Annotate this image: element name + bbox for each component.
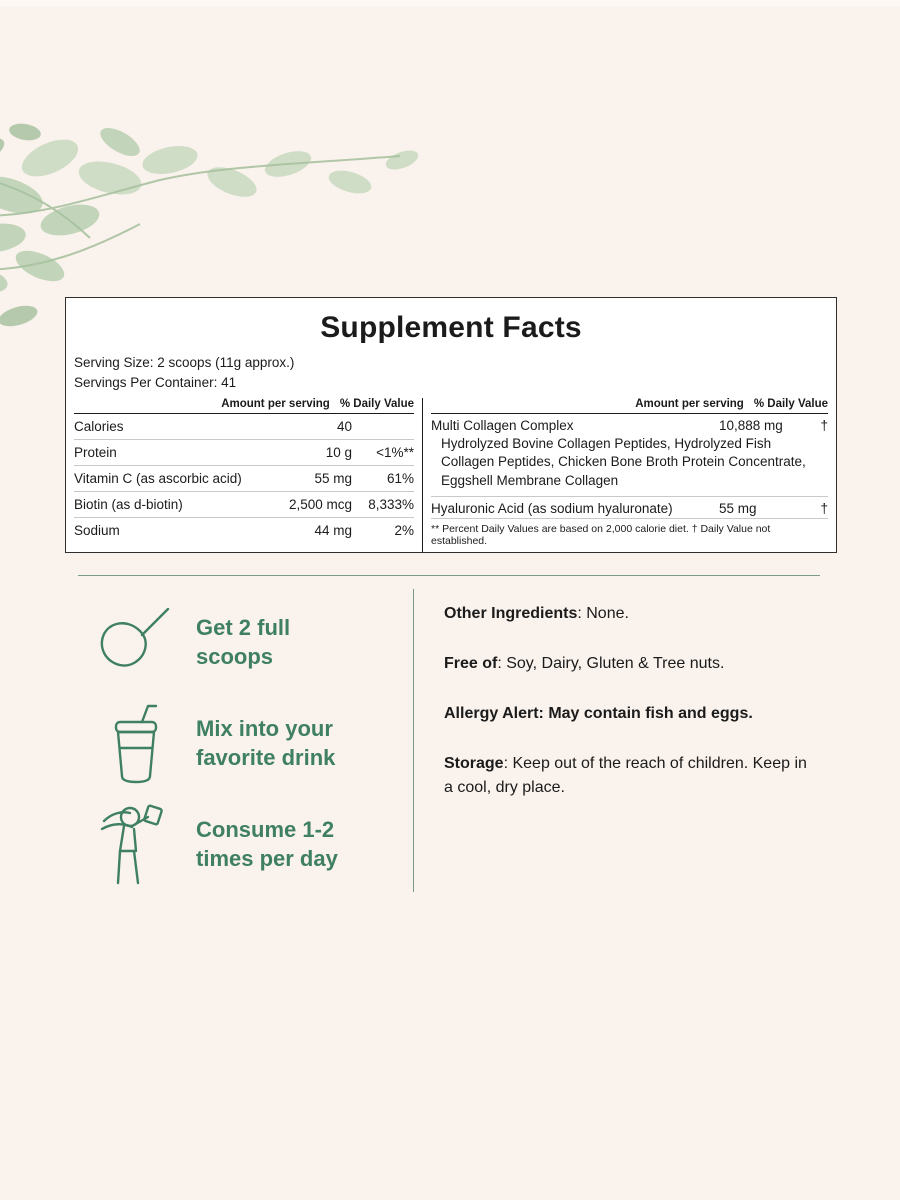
nutrient-name: Multi Collagen Complex <box>431 418 574 434</box>
nutrient-name: Calories <box>74 419 124 435</box>
allergy-alert <box>444 702 809 726</box>
column-headers-right <box>431 398 828 414</box>
step-label <box>196 816 338 872</box>
cup-icon <box>90 698 182 790</box>
other-ingredients-text: : None. <box>577 605 629 622</box>
table-row <box>431 414 828 435</box>
table-row <box>74 518 414 543</box>
step-line-1: Mix into your <box>196 716 333 742</box>
header-daily-value: % Daily Value <box>753 398 828 411</box>
storage <box>444 752 809 800</box>
list-item <box>90 794 400 895</box>
nutrient-sub-ingredients: Hydrolyzed Bovine Collagen Peptides, Hydrolyzed Fish Collagen Peptides, Chicken Bone Broth Protein Concentrate, Eggshell Membrane Collagen <box>431 435 828 497</box>
nutrient-name: Vitamin C (as ascorbic acid) <box>74 471 242 487</box>
servings-per-container: Servings Per Container: 41 <box>74 374 237 390</box>
header-daily-value: % Daily Value <box>339 398 414 411</box>
nutrient-dv: 8,333% <box>368 497 414 513</box>
nutrients-column-left <box>66 398 423 552</box>
table-row <box>74 492 414 518</box>
table-row <box>74 466 414 492</box>
supplement-facts-title: Supplement Facts <box>320 311 582 344</box>
storage-text: : Keep out of the reach of children. Keep in a cool, dry place. <box>444 755 807 796</box>
step-line-2: times per day <box>196 845 338 871</box>
nutrient-dv: † <box>820 500 828 516</box>
nutrient-name: Hyaluronic Acid (as sodium hyaluronate) <box>431 500 673 516</box>
step-line-2: favorite drink <box>196 744 336 770</box>
step-label <box>196 715 335 771</box>
supplement-facts-columns <box>66 398 836 552</box>
nutrients-column-right <box>423 398 836 552</box>
allergy-alert-label: Allergy Alert: May contain fish and eggs. <box>444 705 753 722</box>
other-ingredients <box>444 602 809 626</box>
nutrient-amount: 2,500 mcg <box>288 497 352 513</box>
nutrient-amount: 10,888 mg <box>719 418 783 434</box>
list-item <box>90 592 400 693</box>
nutrient-name: Protein <box>74 445 117 461</box>
free-of-label: Free of <box>444 655 498 672</box>
column-headers-left <box>74 398 414 414</box>
header-amount-per-serving: Amount per serving <box>221 398 330 411</box>
header-amount-per-serving: Amount per serving <box>635 398 744 411</box>
nutrient-dv: 2% <box>394 523 414 539</box>
nutrient-name: Biotin (as d-biotin) <box>74 497 183 513</box>
nutrient-amount: 55 mg <box>314 471 352 487</box>
nutrient-dv: <1%** <box>376 445 414 461</box>
nutrient-amount: 10 g <box>325 445 352 461</box>
supplement-facts-panel <box>65 297 837 553</box>
nutrient-dv: † <box>820 418 828 434</box>
free-of-text: : Soy, Dairy, Gluten & Tree nuts. <box>497 655 725 672</box>
daily-value-footnote: ** Percent Daily Values are based on 2,000 calorie diet. † Daily Value not established. <box>431 522 771 548</box>
vertical-divider <box>413 589 414 892</box>
storage-label: Storage <box>444 755 504 772</box>
nutrient-amount: 40 <box>336 419 352 435</box>
horizontal-divider <box>78 575 820 576</box>
serving-size: Serving Size: 2 scoops (11g approx.) <box>74 355 295 370</box>
free-of <box>444 652 809 676</box>
step-line-2: scoops <box>196 643 274 669</box>
nutrient-amount: 55 mg <box>719 500 757 516</box>
step-line-1: Get 2 full <box>196 615 291 641</box>
table-row <box>74 414 414 440</box>
step-line-1: Consume 1-2 <box>196 817 335 843</box>
list-item <box>90 693 400 794</box>
nutrient-amount: 44 mg <box>314 523 352 539</box>
nutrient-dv: 61% <box>386 471 414 487</box>
person-drinking-icon <box>90 799 182 891</box>
how-to-use-steps <box>90 592 400 895</box>
table-row <box>431 497 828 519</box>
table-row <box>74 440 414 466</box>
top-band <box>0 0 900 6</box>
step-label <box>196 614 290 670</box>
other-ingredients-label: Other Ingredients <box>444 605 578 622</box>
product-info-column <box>444 602 809 826</box>
scoop-icon <box>90 597 182 689</box>
nutrient-name: Sodium <box>74 523 120 539</box>
